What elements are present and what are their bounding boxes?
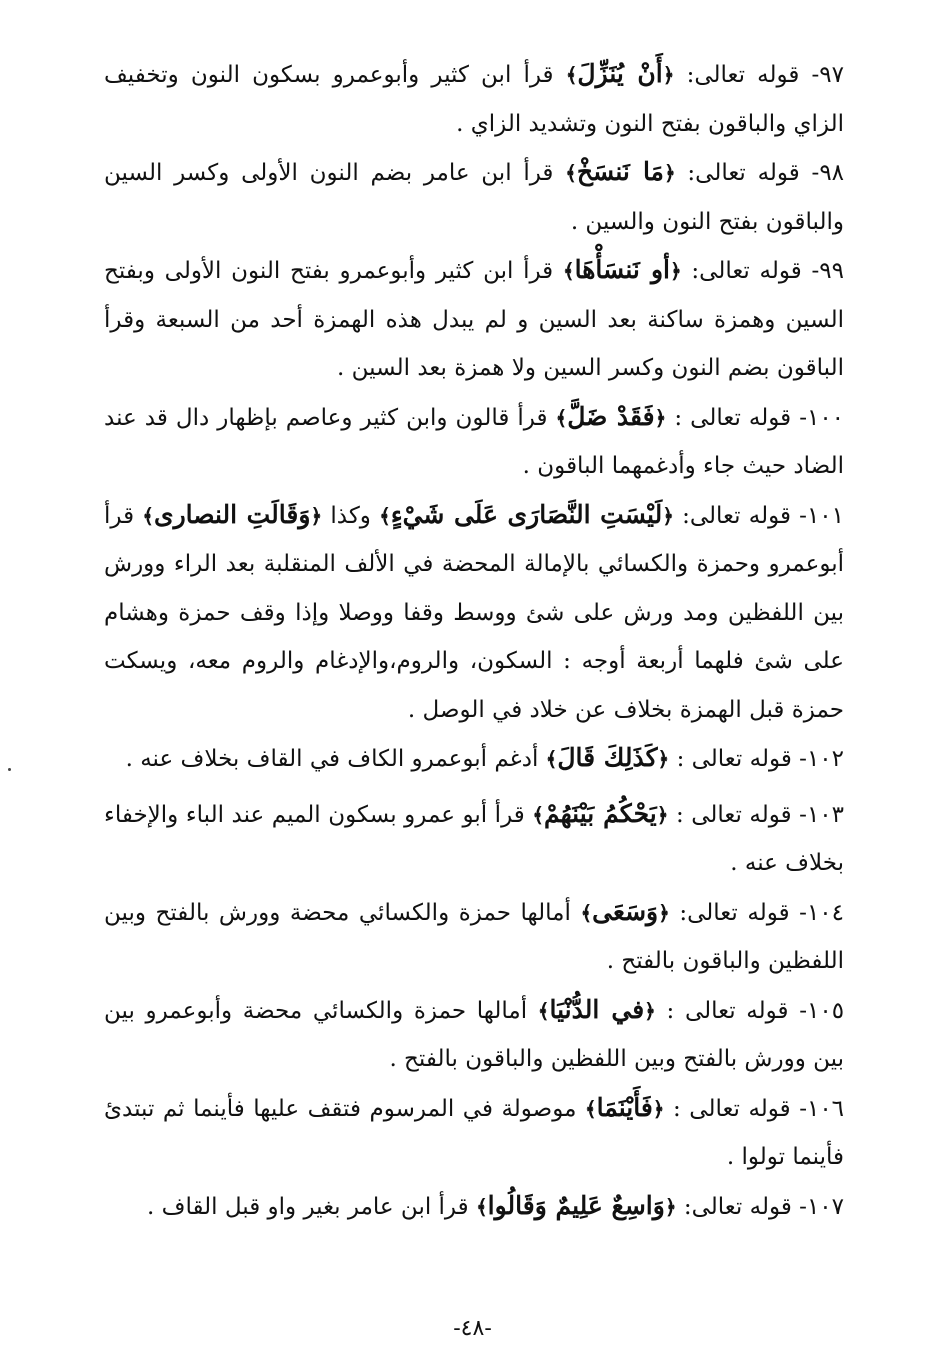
quran-verse: وَاسِعٌ عَلِيمٌ وَقَالُوا xyxy=(487,1190,665,1220)
entry-101 xyxy=(104,491,844,735)
entry-103 xyxy=(104,790,844,888)
entry-commentary: قرأ أبوعمرو وحمزة والكسائي بالإمالة المحضة في الألف المنقلبة بعد الراء وورش بين اللفظين ومد ورش على شئ ووسط وقفا ووصلا وإذا وقف حمزة وهشام على شئ فلهما أربعة أوجه : السكون، والروم،والإدغام والروم معه، ويسكت حمزة قبل الهمزة بخلاف عن خلاد في الوصل . xyxy=(104,502,844,723)
entry-commentary: قرأ أبو عمرو بسكون الميم عند الباء والإخفاء بخلاف عنه . xyxy=(104,801,844,876)
ornate-bracket-close-icon: ﴾ xyxy=(545,747,558,771)
ornate-bracket-close-icon: ﴾ xyxy=(562,259,575,283)
quran-verse: وَسَعَى xyxy=(592,896,659,926)
quran-verse: أَنْ يُنَزِّلَ xyxy=(577,59,663,88)
ornate-bracket-open-icon: ﴿ xyxy=(662,503,674,528)
scan-speck xyxy=(8,768,11,771)
entry-105 xyxy=(104,986,844,1084)
quran-verse: مَا نَنسَخْ xyxy=(576,157,664,186)
entry-number: ١٠٠- xyxy=(799,404,845,431)
entry-98 xyxy=(104,148,844,246)
ornate-bracket-open-icon: ﴿ xyxy=(644,998,656,1023)
ornate-bracket-close-icon: ﴾ xyxy=(379,503,391,528)
entry-label: قوله تعالى: xyxy=(683,1193,792,1220)
entry-number: ١٠٧- xyxy=(799,1193,844,1220)
ornate-bracket-close-icon: ﴾ xyxy=(565,161,577,185)
entry-number: ١٠١- xyxy=(799,502,845,529)
page-number: -٤٨- xyxy=(453,1316,492,1341)
entry-number: ٩٧- xyxy=(811,62,845,88)
ornate-bracket-close-icon: ﴾ xyxy=(142,503,154,528)
entry-label: قوله تعالى : xyxy=(676,746,792,772)
commentary-text xyxy=(104,50,844,1231)
entry-104 xyxy=(104,888,844,986)
entry-connector: وكذا xyxy=(330,502,371,529)
entry-number: ٩٩- xyxy=(811,258,844,284)
quran-verse: يَحْكُمُ بَيْنَهُمْ xyxy=(544,798,657,828)
entry-number: ١٠٢- xyxy=(799,746,844,772)
entry-107 xyxy=(104,1182,844,1232)
ornate-bracket-open-icon: ﴿ xyxy=(669,259,682,283)
ornate-bracket-close-icon: ﴾ xyxy=(584,1096,597,1121)
quran-verse: في الدُّنْيَا xyxy=(549,994,645,1024)
entry-number: ٩٨- xyxy=(811,160,845,186)
entry-commentary: قرأ ابن كثير وأبوعمرو بفتح النون الأولى وبفتح السين وهمزة ساكنة بعد السين و لم يبدل هذه الهمزة أحد من السبعة وقرأ الباقون بضم النون وكسر السين ولا همزة بعد السين . xyxy=(104,258,844,381)
entry-number: ١٠٥- xyxy=(799,997,845,1024)
entry-commentary: قرأ ابن عامر بضم النون الأولى وكسر السين والباقون بفتح النون والسين . xyxy=(104,160,844,235)
ornate-bracket-open-icon: ﴿ xyxy=(664,1194,677,1219)
entry-commentary: أمالها حمزة والكسائي محضة وأبوعمرو بين بين وورش بالفتح وبين اللفظين والباقون بالفتح . xyxy=(104,997,844,1072)
entry-number: ١٠٣- xyxy=(799,801,845,828)
quran-verse-second: وَقَالَتِ النصارى xyxy=(154,499,311,529)
quran-verse: كَذَلِكَ قَالَ xyxy=(557,743,658,772)
ornate-bracket-open-icon: ﴿ xyxy=(662,63,675,87)
quran-verse: فَأَيْنَمَا xyxy=(596,1092,653,1122)
entry-label: قوله تعالى: xyxy=(682,502,791,529)
entry-102 xyxy=(104,734,844,784)
entry-label: قوله تعالى : xyxy=(666,997,789,1024)
entry-label: قوله تعالى: xyxy=(686,62,800,88)
entry-label: قوله تعالى: xyxy=(679,899,790,926)
entry-106 xyxy=(104,1084,844,1182)
ornate-bracket-open-icon: ﴿ xyxy=(654,405,667,430)
entry-label: قوله تعالى: xyxy=(691,258,802,284)
entry-number: ١٠٤- xyxy=(799,899,844,926)
quran-verse: فَقَدْ ضَلَّ xyxy=(567,401,655,431)
entry-label: قوله تعالى: xyxy=(687,160,800,186)
entry-number: ١٠٦- xyxy=(799,1095,845,1122)
ornate-bracket-close-icon: ﴾ xyxy=(565,63,578,87)
ornate-bracket-open-icon: ﴿ xyxy=(656,802,669,827)
entry-99 xyxy=(104,246,844,393)
entry-97 xyxy=(104,50,844,148)
entry-commentary: قرأ قالون وابن كثير وعاصم بإظهار دال قد عند الضاد حيث جاء وأدغمهما الباقون . xyxy=(104,404,844,479)
entry-commentary: أدغم أبوعمرو الكاف في القاف بخلاف عنه . xyxy=(125,746,539,772)
entry-commentary: أمالها حمزة والكسائي محضة وورش بالفتح وبين اللفظين والباقون بالفتح . xyxy=(104,899,844,974)
ornate-bracket-close-icon: ﴾ xyxy=(532,802,545,827)
ornate-bracket-open-icon: ﴿ xyxy=(652,1096,665,1121)
ornate-bracket-close-icon: ﴾ xyxy=(580,900,593,925)
entry-commentary: موصولة في المرسوم فتقف عليها فأينما ثم تبتدئ فأينما تولوا . xyxy=(104,1095,844,1170)
entry-commentary: قرأ ابن كثير وأبوعمرو بسكون النون وتخفيف الزاي والباقون بفتح النون وتشديد الزاي . xyxy=(104,62,844,137)
entry-commentary: قرأ ابن عامر بغير واو قبل القاف . xyxy=(147,1193,469,1220)
ornate-bracket-open-icon: ﴿ xyxy=(657,747,670,771)
ornate-bracket-open-icon: ﴿ xyxy=(658,900,670,925)
quran-verse: لَيْسَتِ النَّصَارَى عَلَى شَيْءٍ xyxy=(390,499,663,529)
ornate-bracket-close-icon: ﴾ xyxy=(537,998,550,1023)
entry-label: قوله تعالى : xyxy=(675,801,792,828)
quran-verse: أو نَنسَأْهَا xyxy=(574,255,670,284)
ornate-bracket-open-icon: ﴿ xyxy=(310,503,323,528)
entry-100 xyxy=(104,393,844,491)
ornate-bracket-open-icon: ﴿ xyxy=(663,161,676,185)
entry-label: قوله تعالى : xyxy=(673,1095,791,1122)
entry-label: قوله تعالى : xyxy=(674,404,792,431)
ornate-bracket-close-icon: ﴾ xyxy=(475,1194,488,1219)
ornate-bracket-close-icon: ﴾ xyxy=(555,405,568,430)
